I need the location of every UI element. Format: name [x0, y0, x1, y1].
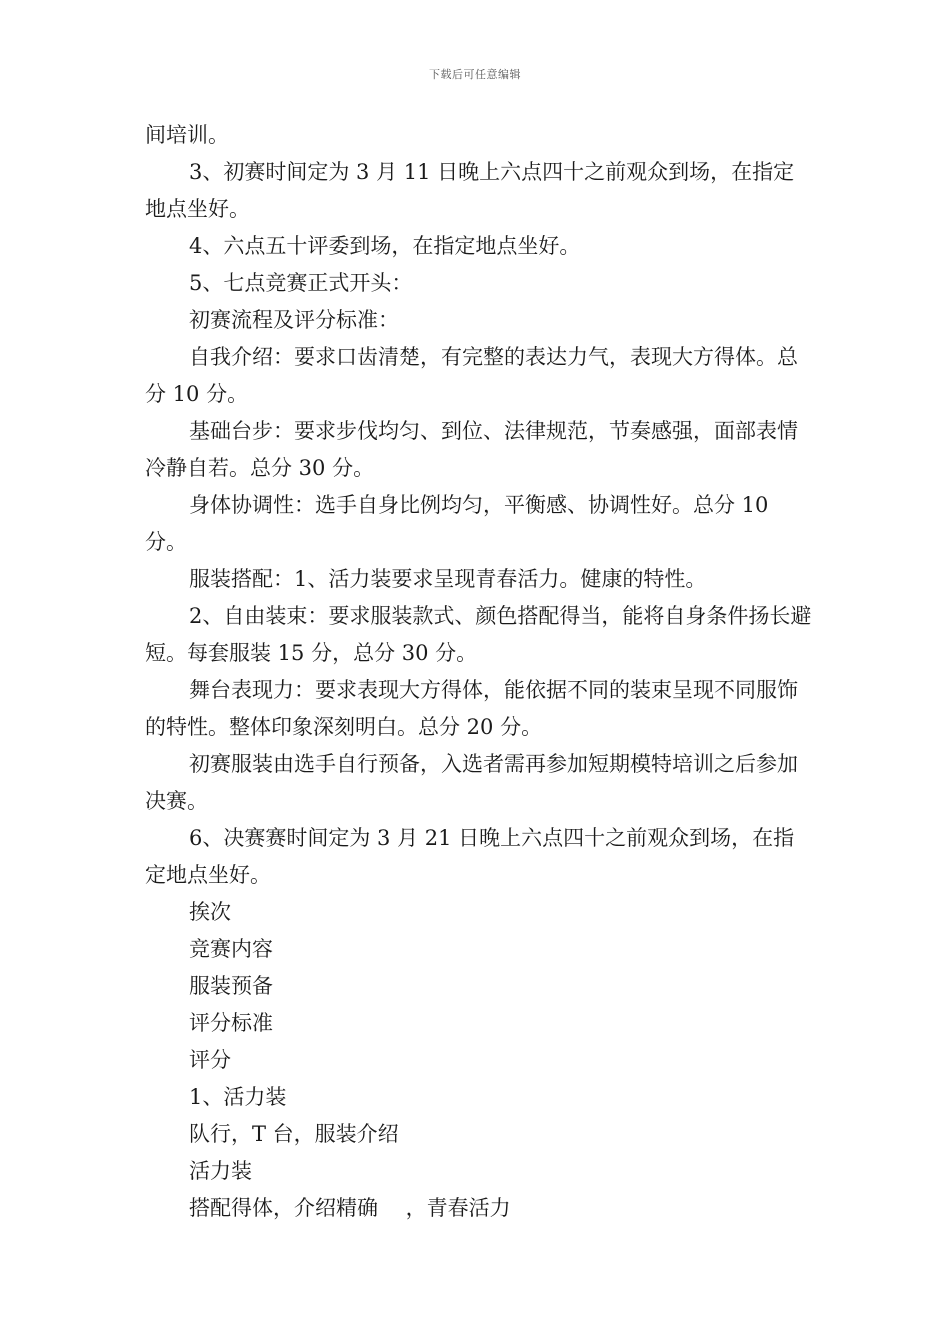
- paragraph: 身体协调性：选手自身比例均匀，平衡感、协调性好。总分 10 分。: [145, 493, 769, 554]
- paragraph: 间培训。: [145, 123, 229, 147]
- paragraph: 5、七点竞赛正式开头：: [189, 271, 413, 295]
- document-body: [145, 117, 815, 1227]
- list-item: 活力装: [189, 1159, 252, 1183]
- paragraph: 初赛流程及评分标准：: [189, 308, 399, 332]
- list-item: 服装预备: [189, 974, 273, 998]
- paragraph: 初赛服装由选手自行预备，入选者需再参加短期模特培训之后参加决赛。: [145, 752, 798, 813]
- list-item: 搭配得体，介绍精确 ，青春活力: [189, 1196, 511, 1220]
- list-item: 队行，T 台，服装介绍: [189, 1122, 399, 1146]
- list-item: 评分标准: [189, 1011, 273, 1035]
- paragraph: 6、决赛赛时间定为 3 月 21 日晚上六点四十之前观众到场，在指定地点坐好。: [145, 826, 795, 887]
- list-item: 1、活力装: [189, 1085, 287, 1109]
- paragraph: 舞台表现力：要求表现大方得体，能依据不同的装束呈现不同服饰的特性。整体印象深刻明白。总分 20 分。: [145, 678, 798, 739]
- list-item: 挨次: [189, 900, 231, 924]
- paragraph: 2、自由装束：要求服装款式、颜色搭配得当，能将自身条件扬长避短。每套服装 15 分，总分 30 分。: [145, 604, 812, 665]
- list-item: 评分: [189, 1048, 231, 1072]
- list-item: 竞赛内容: [189, 937, 273, 961]
- paragraph: 自我介绍：要求口齿清楚，有完整的表达力气，表现大方得体。总分 10 分。: [145, 345, 798, 406]
- paragraph: 3、初赛时间定为 3 月 11 日晚上六点四十之前观众到场，在指定地点坐好。: [145, 160, 795, 221]
- paragraph: 服装搭配：1、活力装要求呈现青春活力。健康的特性。: [189, 567, 707, 591]
- page-header-note: 下载后可任意编辑: [429, 68, 521, 81]
- paragraph: 基础台步：要求步伐均匀、到位、法律规范，节奏感强，面部表情冷静自若。总分 30 分。: [145, 419, 798, 480]
- paragraph: 4、六点五十评委到场，在指定地点坐好。: [189, 234, 581, 258]
